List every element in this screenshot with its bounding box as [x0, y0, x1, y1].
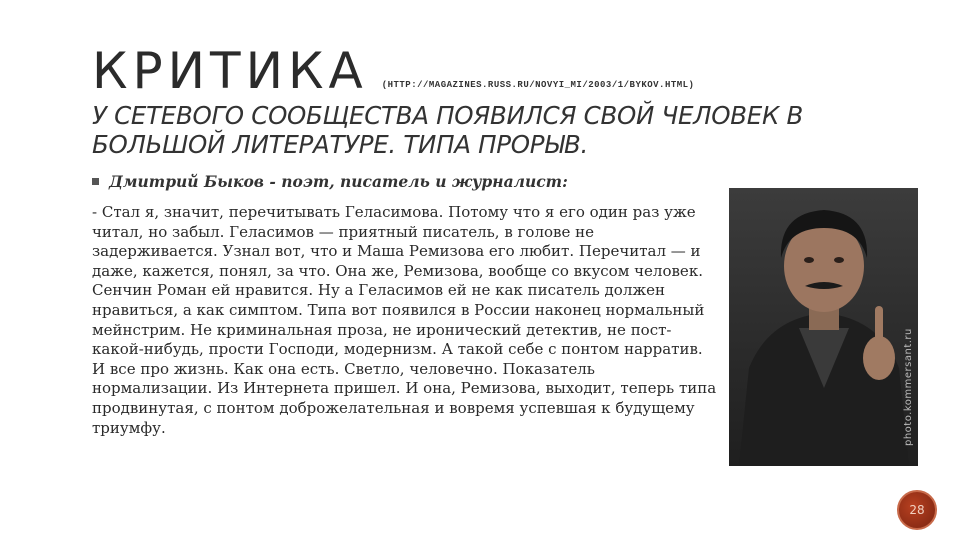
bullet-item: [92, 172, 568, 191]
bullet-text: Дмитрий Быков - поэт, писатель и журналист:: [109, 172, 568, 191]
quote-body: - Стал я, значит, перечитывать Геласимова. Потому что я его один раз уже читал, но забыл. Геласимов — приятный писатель, в голове не задерживается. Узнал вот, что и Маша Ремизова его любит. Перечитал — и даже, кажется, понял, за что. Она же, Ремизова, вообще со вкусом человек. Сенчин Роман ей нравится. Ну а Геласимов ей не как писатель должен нравиться, а как симптом. Типа вот появился в России наконец нормальный мейнстрим. Не криминальная проза, не иронический детектив, не пост- какой-нибудь, прости Господи, модернизм. А такой себе с понтом нарратив. И все про жизнь. Как она есть. Светло, человечно. Показатель нормализации. Из Интернета пришел. И она, Ремизова, выходит, теперь типа продвинутая, с понтом доброжелательная и вовремя успевшая к будущему триумфу.: [92, 203, 717, 437]
portrait-illustration: [729, 188, 918, 466]
slide-title: КРИТИКА: [92, 42, 368, 100]
author-photo: [729, 188, 918, 466]
source-url[interactable]: (HTTP://MAGAZINES.RUSS.RU/NOVYI_MI/2003/1/BYKOV.HTML): [381, 80, 695, 90]
title-row: [92, 42, 695, 100]
slide-subtitle: У СЕТЕВОГО СООБЩЕСТВА ПОЯВИЛСЯ СВОЙ ЧЕЛОВЕК В БОЛЬШОЙ ЛИТЕРАТУРЕ. ТИПА ПРОРЫВ.: [92, 101, 804, 159]
page-number-badge: 28: [897, 490, 937, 530]
bullet-square-icon: [92, 178, 99, 185]
photo-credit: photo.kommersant.ru: [903, 328, 914, 446]
